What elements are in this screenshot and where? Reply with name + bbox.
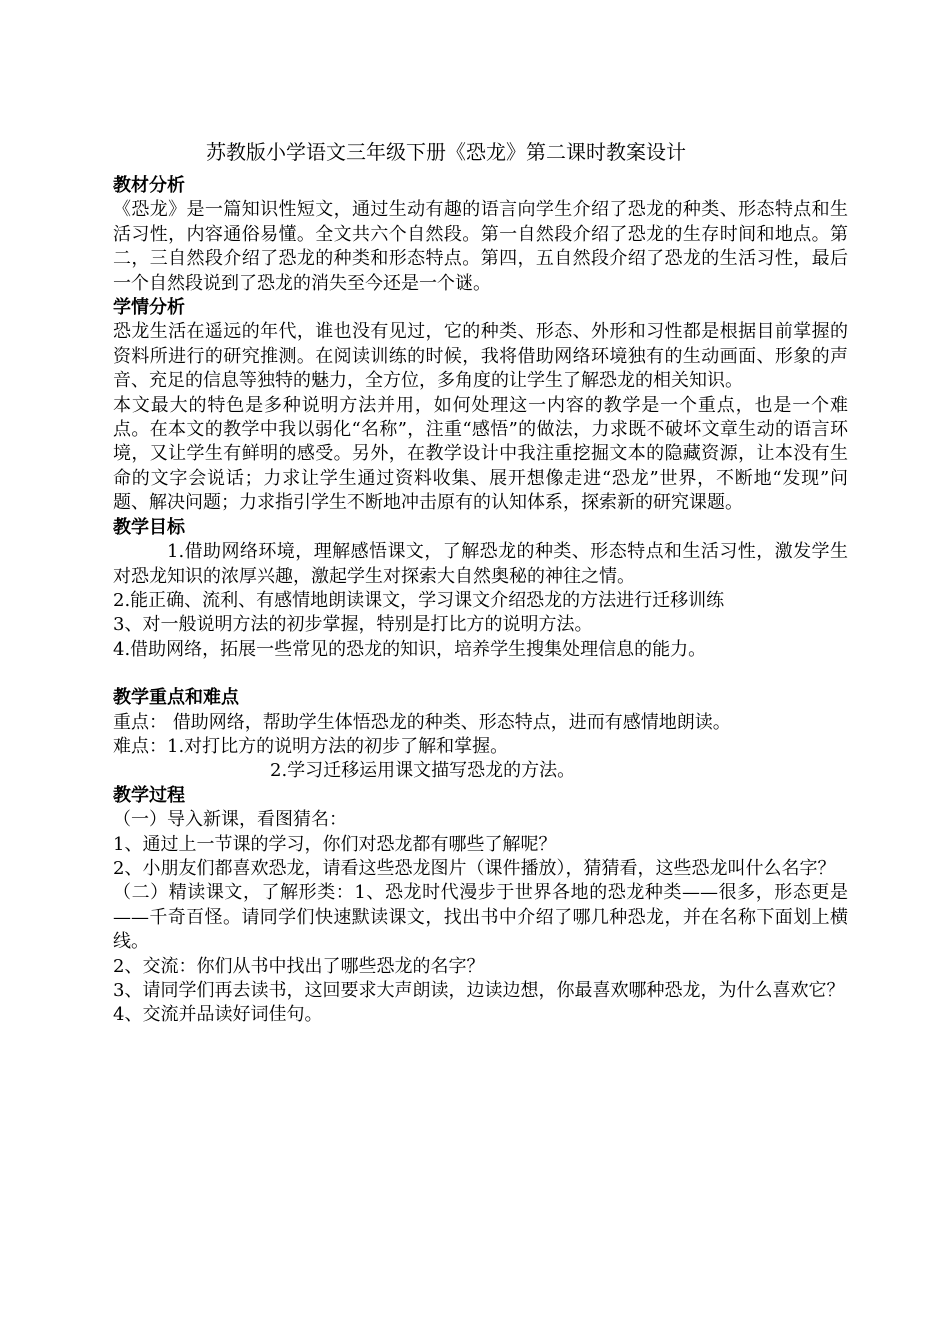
key-difficulty-line-2: 2.学习迁移运用课文描写恐龙的方法。 — [270, 760, 576, 782]
goal-item-4: 4.借助网络，拓展一些常见的恐龙的知识，培养学生搜集处理信息的能力。 — [113, 638, 707, 660]
process-line-7: 4、交流并品读好词佳句。 — [113, 1004, 323, 1026]
process-line-2: 1、通过上一节课的学习，你们对恐龙都有哪些了解呢？ — [113, 833, 557, 855]
document-page — [113, 138, 848, 1028]
key-focus-line: 重点： 借助网络，帮助学生体悟恐龙的种类、形态特点，进而有感情地朗读。 — [113, 711, 731, 733]
goal-item-1: 1.借助网络环境，理解感悟课文，了解恐龙的种类、形态特点和生活习性，激发学生对恐龙知识的浓厚兴趣，激起学生对探索大自然奥秘的神往之情。 — [113, 541, 848, 587]
heading-textbook-analysis: 教材分析 — [113, 175, 185, 196]
heading-teaching-process: 教学过程 — [113, 784, 185, 806]
goal-item-3: 3、对一般说明方法的初步掌握，特别是打比方的说明方法。 — [113, 614, 593, 636]
heading-learner-analysis: 学情分析 — [113, 297, 185, 319]
process-line-4: （二）精读课文，了解形类：1、恐龙时代漫步于世界各地的恐龙种类——很多，形态更是——千奇百怪。请同学们快速默读课文，找出书中介绍了哪几种恐龙，并在名称下面划上横线。 — [113, 882, 848, 953]
process-line-1: （一）导入新课，看图猜名： — [113, 809, 347, 831]
process-line-6: 3、请同学们再去读书，这回要求大声朗读，边读边想，你最喜欢哪种恐龙，为什么喜欢它？ — [113, 980, 845, 1001]
process-line-3: 2、小朋友们都喜欢恐龙，请看这些恐龙图片（课件播放），猜猜看，这些恐龙叫什么名字？ — [113, 857, 836, 879]
process-line-5: 2、交流：你们从书中找出了哪些恐龙的名字？ — [113, 955, 485, 977]
goal-item-2: 2.能正确、流利、有感情地朗读课文，学习课文介绍恐龙的方法进行迁移训练 — [113, 589, 725, 611]
learner-analysis-paragraph-1: 恐龙生活在遥远的年代，谁也没有见过，它的种类、形态、外形和习性都是根据目前掌握的资料所进行的研究推测。在阅读训练的时候，我将借助网络环境独有的生动画面、形象的声音、充足的信息等独特的魅力，全方位，多角度的让学生了解恐龙的相关知识。 — [113, 321, 848, 392]
section-spacer — [113, 662, 848, 686]
heading-teaching-goals: 教学目标 — [113, 516, 185, 538]
heading-key-points: 教学重点和难点 — [113, 687, 239, 709]
learner-analysis-paragraph-2: 本文最大的特色是多种说明方法并用，如何处理这一内容的教学是一个重点，也是一个难点。在本文的教学中我以弱化“名称”，注重“感悟”的做法，力求既不破坏文章生动的语言环境，又让学生有鲜明的感受。另外，在教学设计中我注重挖掘文本的隐藏资源，让本没有生命的文字会说话；力求让学生通过资料收集、展开想像走进“恐龙”世界，不断地“发现”问题、解决问题；力求指引学生不断地冲击原有的认知体系，探索新的研究课题。 — [113, 394, 848, 514]
document-title: 苏教版小学语文三年级下册《恐龙》第二课时教案设计 — [206, 140, 686, 164]
textbook-analysis-paragraph: 《恐龙》是一篇知识性短文，通过生动有趣的语言向学生介绍了恐龙的种类、形态特点和生活习性，内容通俗易懂。全文共六个自然段。第一自然段介绍了恐龙的生存时间和地点。第二，三自然段介绍了恐龙的种类和形态特点。第四，五自然段介绍了恐龙的生活习性，最后一个自然段说到了恐龙的消失至今还是一个谜。 — [113, 199, 848, 294]
key-difficulty-line-1: 难点：1.对打比方的说明方法的初步了解和掌握。 — [113, 735, 509, 757]
